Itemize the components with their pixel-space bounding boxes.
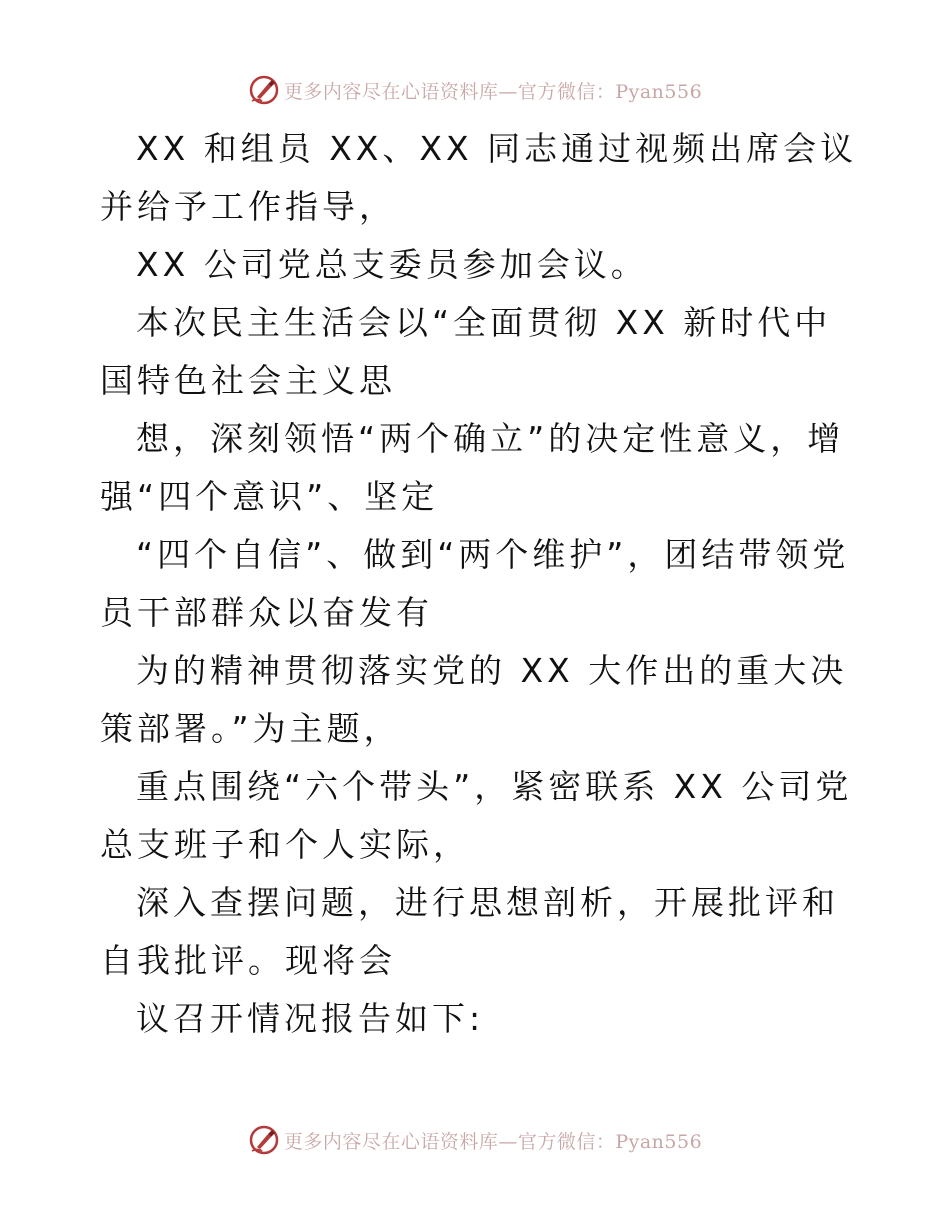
footer-banner-text: 更多内容尽在心语资料库—官方微信：Pyan556 bbox=[283, 1130, 703, 1153]
paragraph-3: 本次民主生活会以“全面贯彻 XX 新时代中国特色社会主义思 bbox=[100, 303, 832, 400]
header-banner-text: 更多内容尽在心语资料库—官方微信：Pyan556 bbox=[283, 80, 703, 103]
paragraph-9: 议召开情况报告如下: bbox=[136, 999, 485, 1038]
paragraph-1: XX 和组员 XX、XX 同志通过视频出席会议并给予工作指导， bbox=[100, 129, 858, 226]
header-banner bbox=[0, 70, 950, 110]
paragraph-6: 为的精神贯彻落实党的 XX 大作出的重大决策部署。”为主题， bbox=[100, 651, 848, 748]
paragraph-5: “四个自信”、做到“两个维护”，团结带领党员干部群众以奋发有 bbox=[100, 535, 850, 632]
pen-logo-icon bbox=[248, 1124, 280, 1156]
paragraph-2: XX 公司党总支委员参加会议。 bbox=[136, 245, 648, 284]
pen-logo-icon bbox=[248, 74, 280, 106]
document-body bbox=[100, 120, 860, 1048]
paragraph-8: 深入查摆问题，进行思想剖析，开展批评和自我批评。现将会 bbox=[100, 883, 839, 980]
paragraph-4: 想，深刻领悟“两个确立”的决定性意义，增强“四个意识”、坚定 bbox=[100, 419, 845, 516]
footer-banner bbox=[0, 1120, 950, 1160]
paragraph-7: 重点围绕“六个带头”，紧密联系 XX 公司党总支班子和个人实际， bbox=[100, 767, 853, 864]
